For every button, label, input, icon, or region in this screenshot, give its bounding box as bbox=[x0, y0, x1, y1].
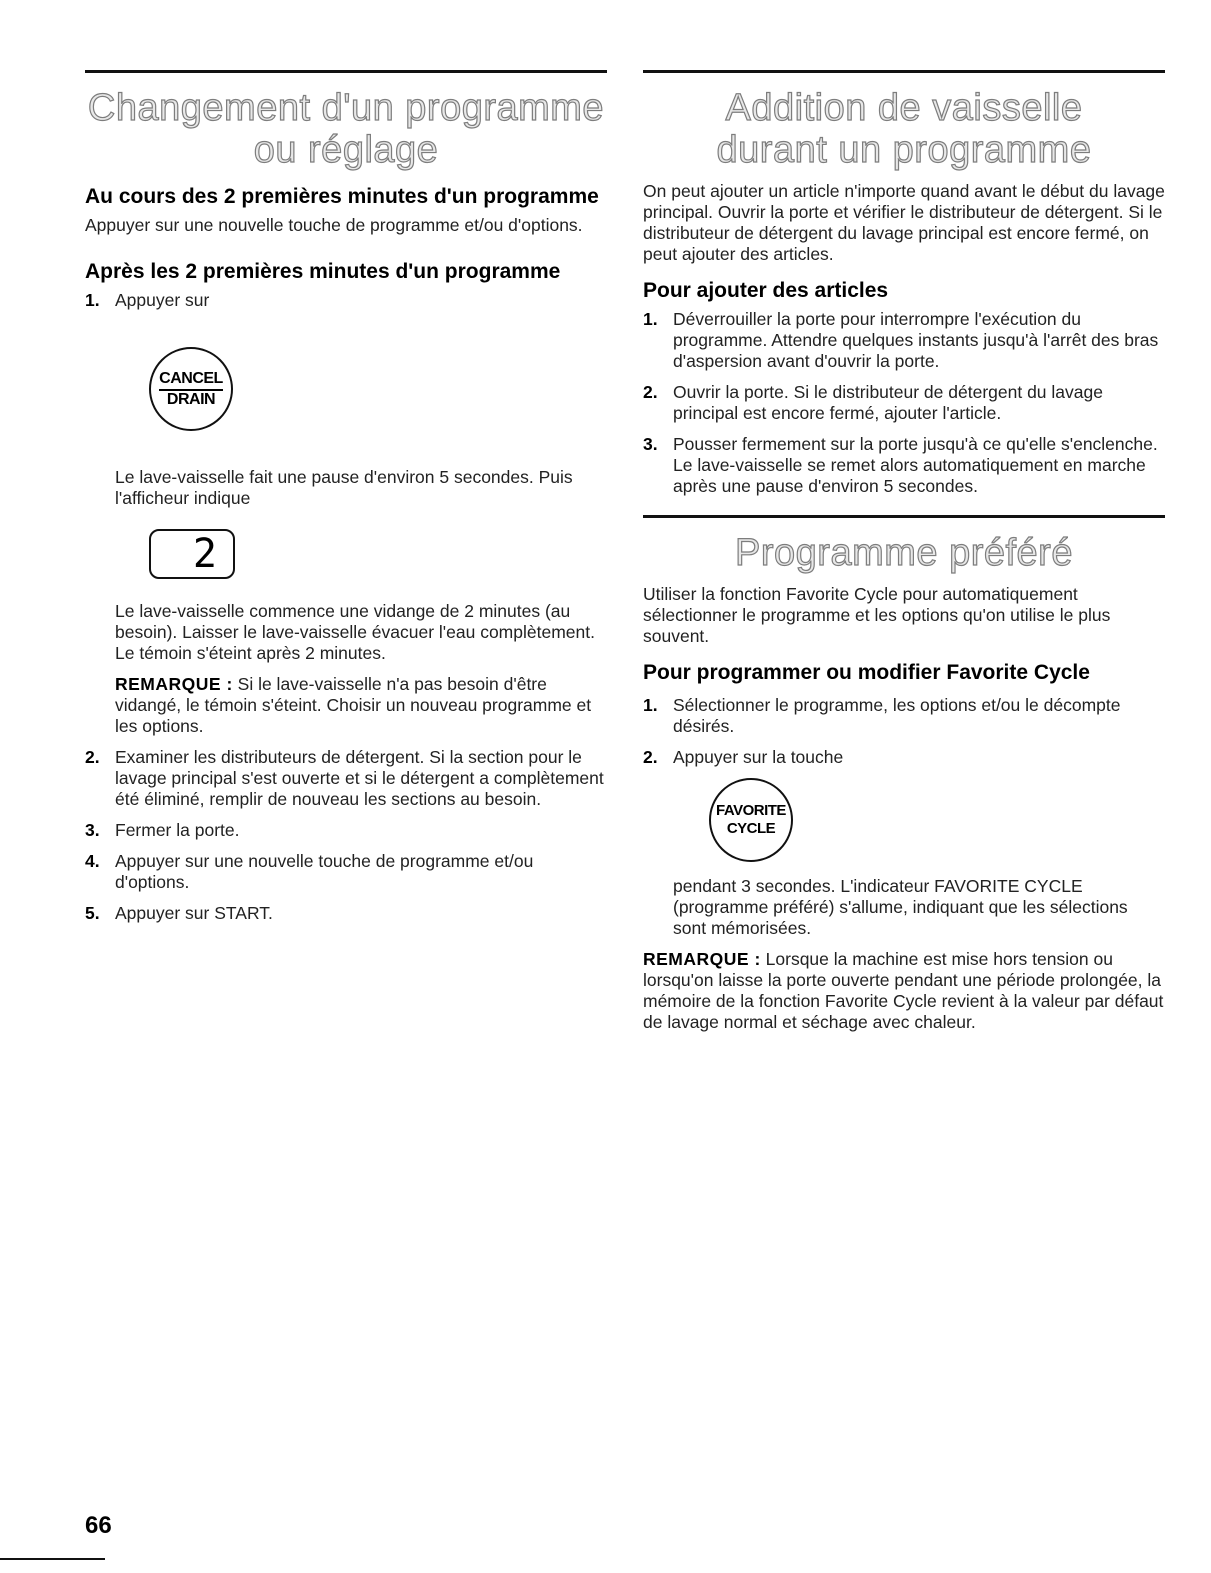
section-rule bbox=[643, 70, 1165, 73]
note-paragraph: REMARQUE : Si le lave-vaisselle n'a pas besoin d'être vidangé, le témoin s'éteint. Choisir un nouveau programme et les options. bbox=[115, 674, 592, 736]
step-item: 3. Pousser fermement sur la porte jusqu'à ce qu'elle s'enclenche. Le lave-vaisselle se remet alors automatiquement en marche après une pause d'environ 5 secondes. bbox=[643, 434, 1158, 496]
section-title-changement: Changement d'un programme ou réglage bbox=[87, 87, 605, 171]
section-title-programme-prefere: Programme préféré bbox=[735, 532, 1073, 574]
page-number: 66 bbox=[85, 1512, 112, 1539]
section-rule bbox=[85, 70, 607, 73]
section-title-addition: Addition de vaisselle durant un programme bbox=[716, 87, 1092, 171]
section-rule bbox=[643, 515, 1165, 518]
right-column bbox=[643, 70, 1165, 1033]
subheading-favorite-cycle: Pour programmer ou modifier Favorite Cycle bbox=[643, 661, 1090, 684]
steps-list-favorite bbox=[643, 695, 1165, 939]
pause-paragraph: Le lave-vaisselle fait une pause d'environ 5 secondes. Puis l'afficheur indique bbox=[115, 467, 573, 508]
paragraph-first-2-minutes: Appuyer sur une nouvelle touche de programme et/ou d'options. bbox=[85, 215, 583, 235]
step-item: 1. Appuyer sur CANCEL DRAIN Le lave-vaisselle fait une pause d'environ 5 secondes. Puis l'afficheur indique 2 Le lave-vaisselle commence une vidange de 2 minutes (au besoin). Laisser le lave-vaisselle évacuer l'eau complètement. Le témoin s'éteint après 2 minutes. REMARQUE : Si le lave-vaisselle n'a pas besoin d'être vidangé, le témoin s'éteint. Choisir un nouveau programme et les options. bbox=[85, 290, 607, 737]
subheading-add-articles: Pour ajouter des articles bbox=[643, 279, 889, 302]
steps-list-add bbox=[643, 309, 1165, 497]
footer-line bbox=[0, 1558, 105, 1560]
step-item: 3. Fermer la porte. bbox=[85, 820, 240, 840]
step-item: 1. Déverrouiller la porte pour interrompre l'exécution du programme. Attendre quelques instants jusqu'à l'arrêt des bras d'aspersion avant d'ouvrir la porte. bbox=[643, 309, 1159, 371]
step-item: 2. Ouvrir la porte. Si le distributeur de détergent du lavage principal est encore fermé, ajouter l'article. bbox=[643, 382, 1103, 423]
favorite-intro: Utiliser la fonction Favorite Cycle pour automatiquement sélectionner le programme et les options qu'on utilise le plus souvent. bbox=[643, 584, 1111, 646]
step-item: 1. Sélectionner le programme, les options et/ou le décompte désirés. bbox=[643, 695, 1121, 736]
addition-intro: On peut ajouter un article n'importe quand avant le début du lavage principal. Ouvrir la porte et vérifier le distributeur de détergent. Si le distributeur de détergent du lavage principal est encore fermé, on peut ajouter des articles. bbox=[643, 181, 1165, 264]
step-item: 2. Examiner les distributeurs de détergent. Si la section pour le lavage principal s'est ouverte et si le détergent a complètement été éliminé, remplir de nouveau les sections au besoin. bbox=[85, 747, 604, 809]
step-item: 5. Appuyer sur START. bbox=[85, 903, 273, 923]
subheading-first-2-minutes: Au cours des 2 premières minutes d'un programme bbox=[85, 185, 599, 208]
step-item: 4. Appuyer sur une nouvelle touche de programme et/ou d'options. bbox=[85, 851, 534, 892]
note-paragraph: REMARQUE : Lorsque la machine est mise hors tension ou lorsqu'on laisse la porte ouverte pendant une période prolongée, la mémoire de la fonction Favorite Cycle revient à la valeur par défaut de lavage normal et séchage avec chaleur. bbox=[643, 949, 1164, 1032]
cancel-drain-button-icon: CANCEL DRAIN bbox=[149, 347, 233, 431]
left-column bbox=[85, 70, 607, 924]
favorite-cycle-button-icon: FAVORITE CYCLE bbox=[709, 778, 793, 862]
display-readout-icon: 2 bbox=[149, 529, 235, 579]
drain-paragraph: Le lave-vaisselle commence une vidange de 2 minutes (au besoin). Laisser le lave-vaisselle évacuer l'eau complètement. Le témoin s'éteint après 2 minutes. bbox=[115, 601, 595, 663]
subheading-after-2-minutes: Après les 2 premières minutes d'un programme bbox=[85, 260, 561, 283]
step-item: 2. Appuyer sur la touche FAVORITE CYCLE pendant 3 secondes. L'indicateur FAVORITE CYCLE (programme préféré) s'allume, indiquant que les sélections sont mémorisées. bbox=[643, 747, 1165, 939]
steps-list-left bbox=[85, 290, 607, 924]
favorite-after-paragraph: pendant 3 secondes. L'indicateur FAVORITE CYCLE (programme préféré) s'allume, indiquant que les sélections sont mémorisées. bbox=[673, 876, 1128, 938]
